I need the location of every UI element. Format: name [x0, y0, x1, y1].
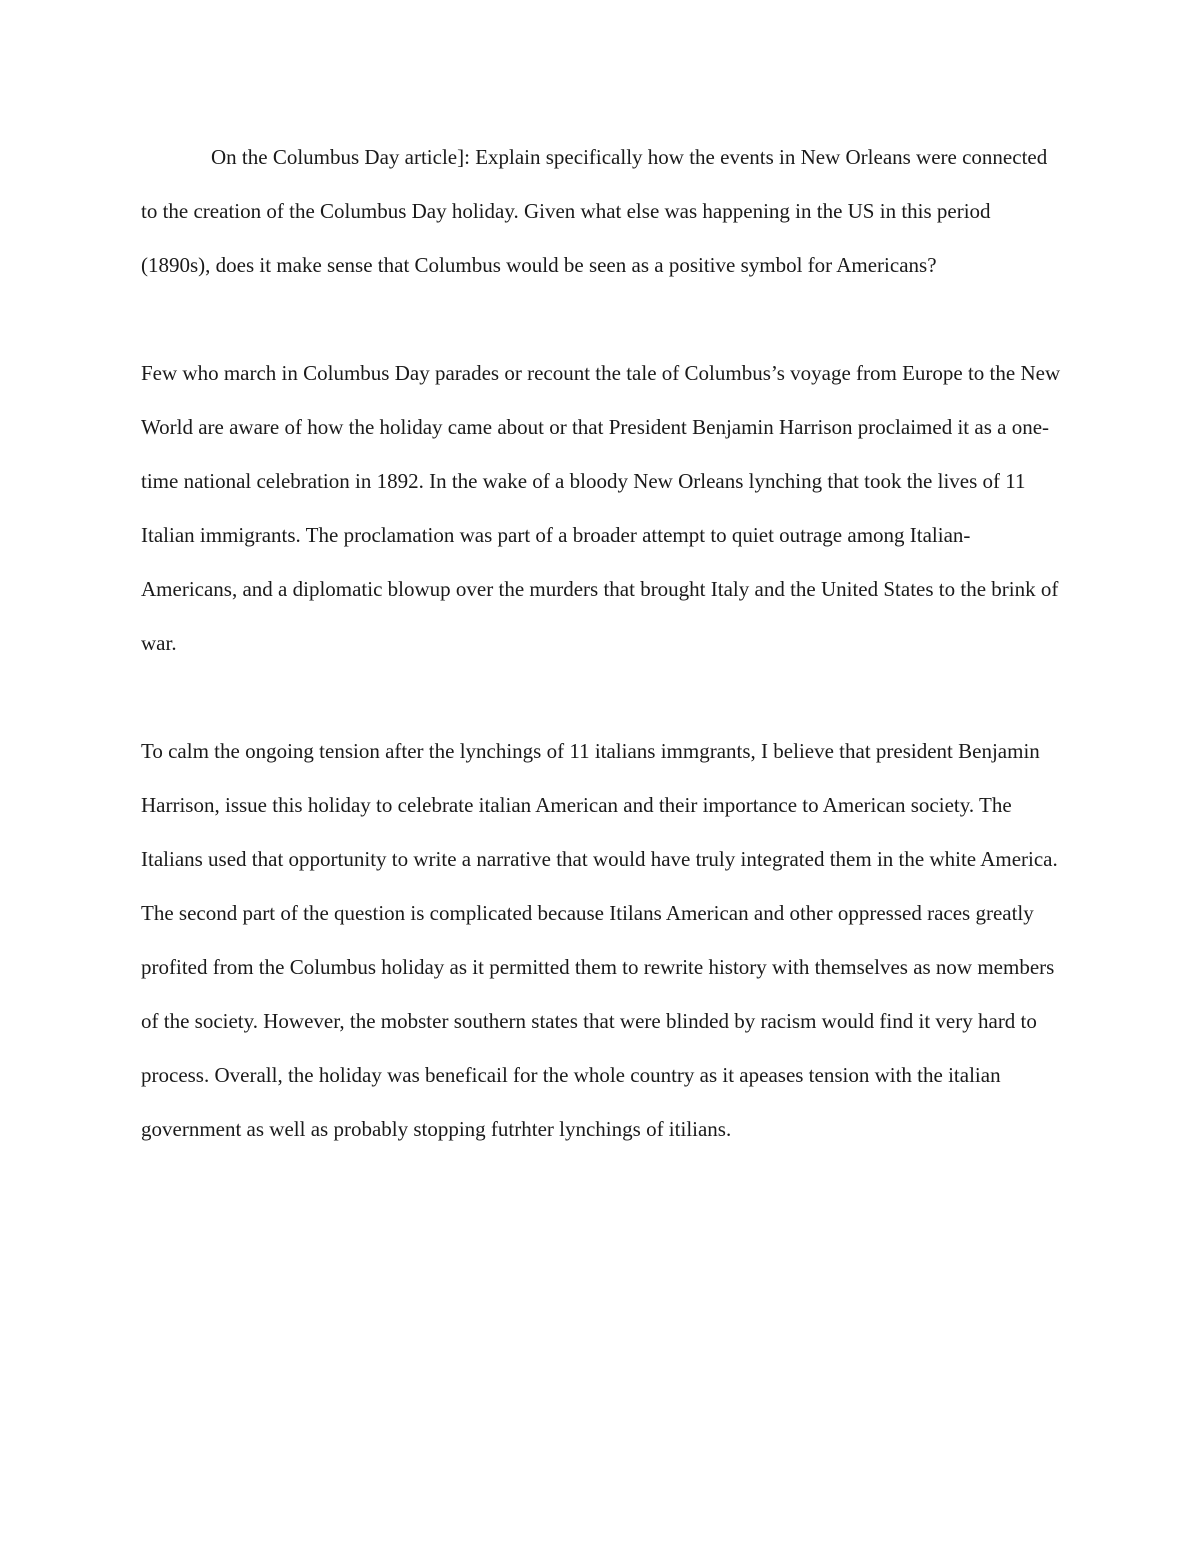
article-summary-paragraph: Few who march in Columbus Day parades or recount the tale of Columbus’s voyage from Europe to the New World are aware of how the holiday came about or that President Benjamin Harrison proclaimed it as a one-time national celebration in 1892. In the wake of a bloody New Orleans lynching that took the lives of 11 Italian immigrants. The proclamation was part of a broader attempt to quiet outrage among Italian-Americans, and a diplomatic blowup over the murders that brought Italy and the United States to the brink of war.: [141, 361, 1061, 655]
answer-paragraph-1: To calm the ongoing tension after the lynchings of 11 italians immgrants, I believe that president Benjamin Harrison, issue this holiday to celebrate italian American and their importance to American society. The Italians used that opportunity to write a narrative that would have truly integrated them in the white America.: [141, 739, 1058, 871]
document-body: [141, 130, 1061, 1156]
paragraph-spacer: [141, 670, 1061, 724]
answer-paragraph-2: The second part of the question is complicated because Itilans American and other oppressed races greatly profited from the Columbus holiday as it permitted them to rewrite history with themselves as now members of the society. However, the mobster southern states that were blinded by racism would find it very hard to process. Overall, the holiday was beneficail for the whole country as it apeases tension with the italian government as well as probably stopping futrhter lynchings of itilians.: [141, 901, 1055, 1141]
paragraph-spacer: [141, 292, 1061, 346]
question-paragraph: On the Columbus Day article]: Explain specifically how the events in New Orleans were connected to the creation of the Columbus Day holiday. Given what else was happening in the US in this period (1890s), does it make sense that Columbus would be seen as a positive symbol for Americans?: [141, 145, 1048, 277]
